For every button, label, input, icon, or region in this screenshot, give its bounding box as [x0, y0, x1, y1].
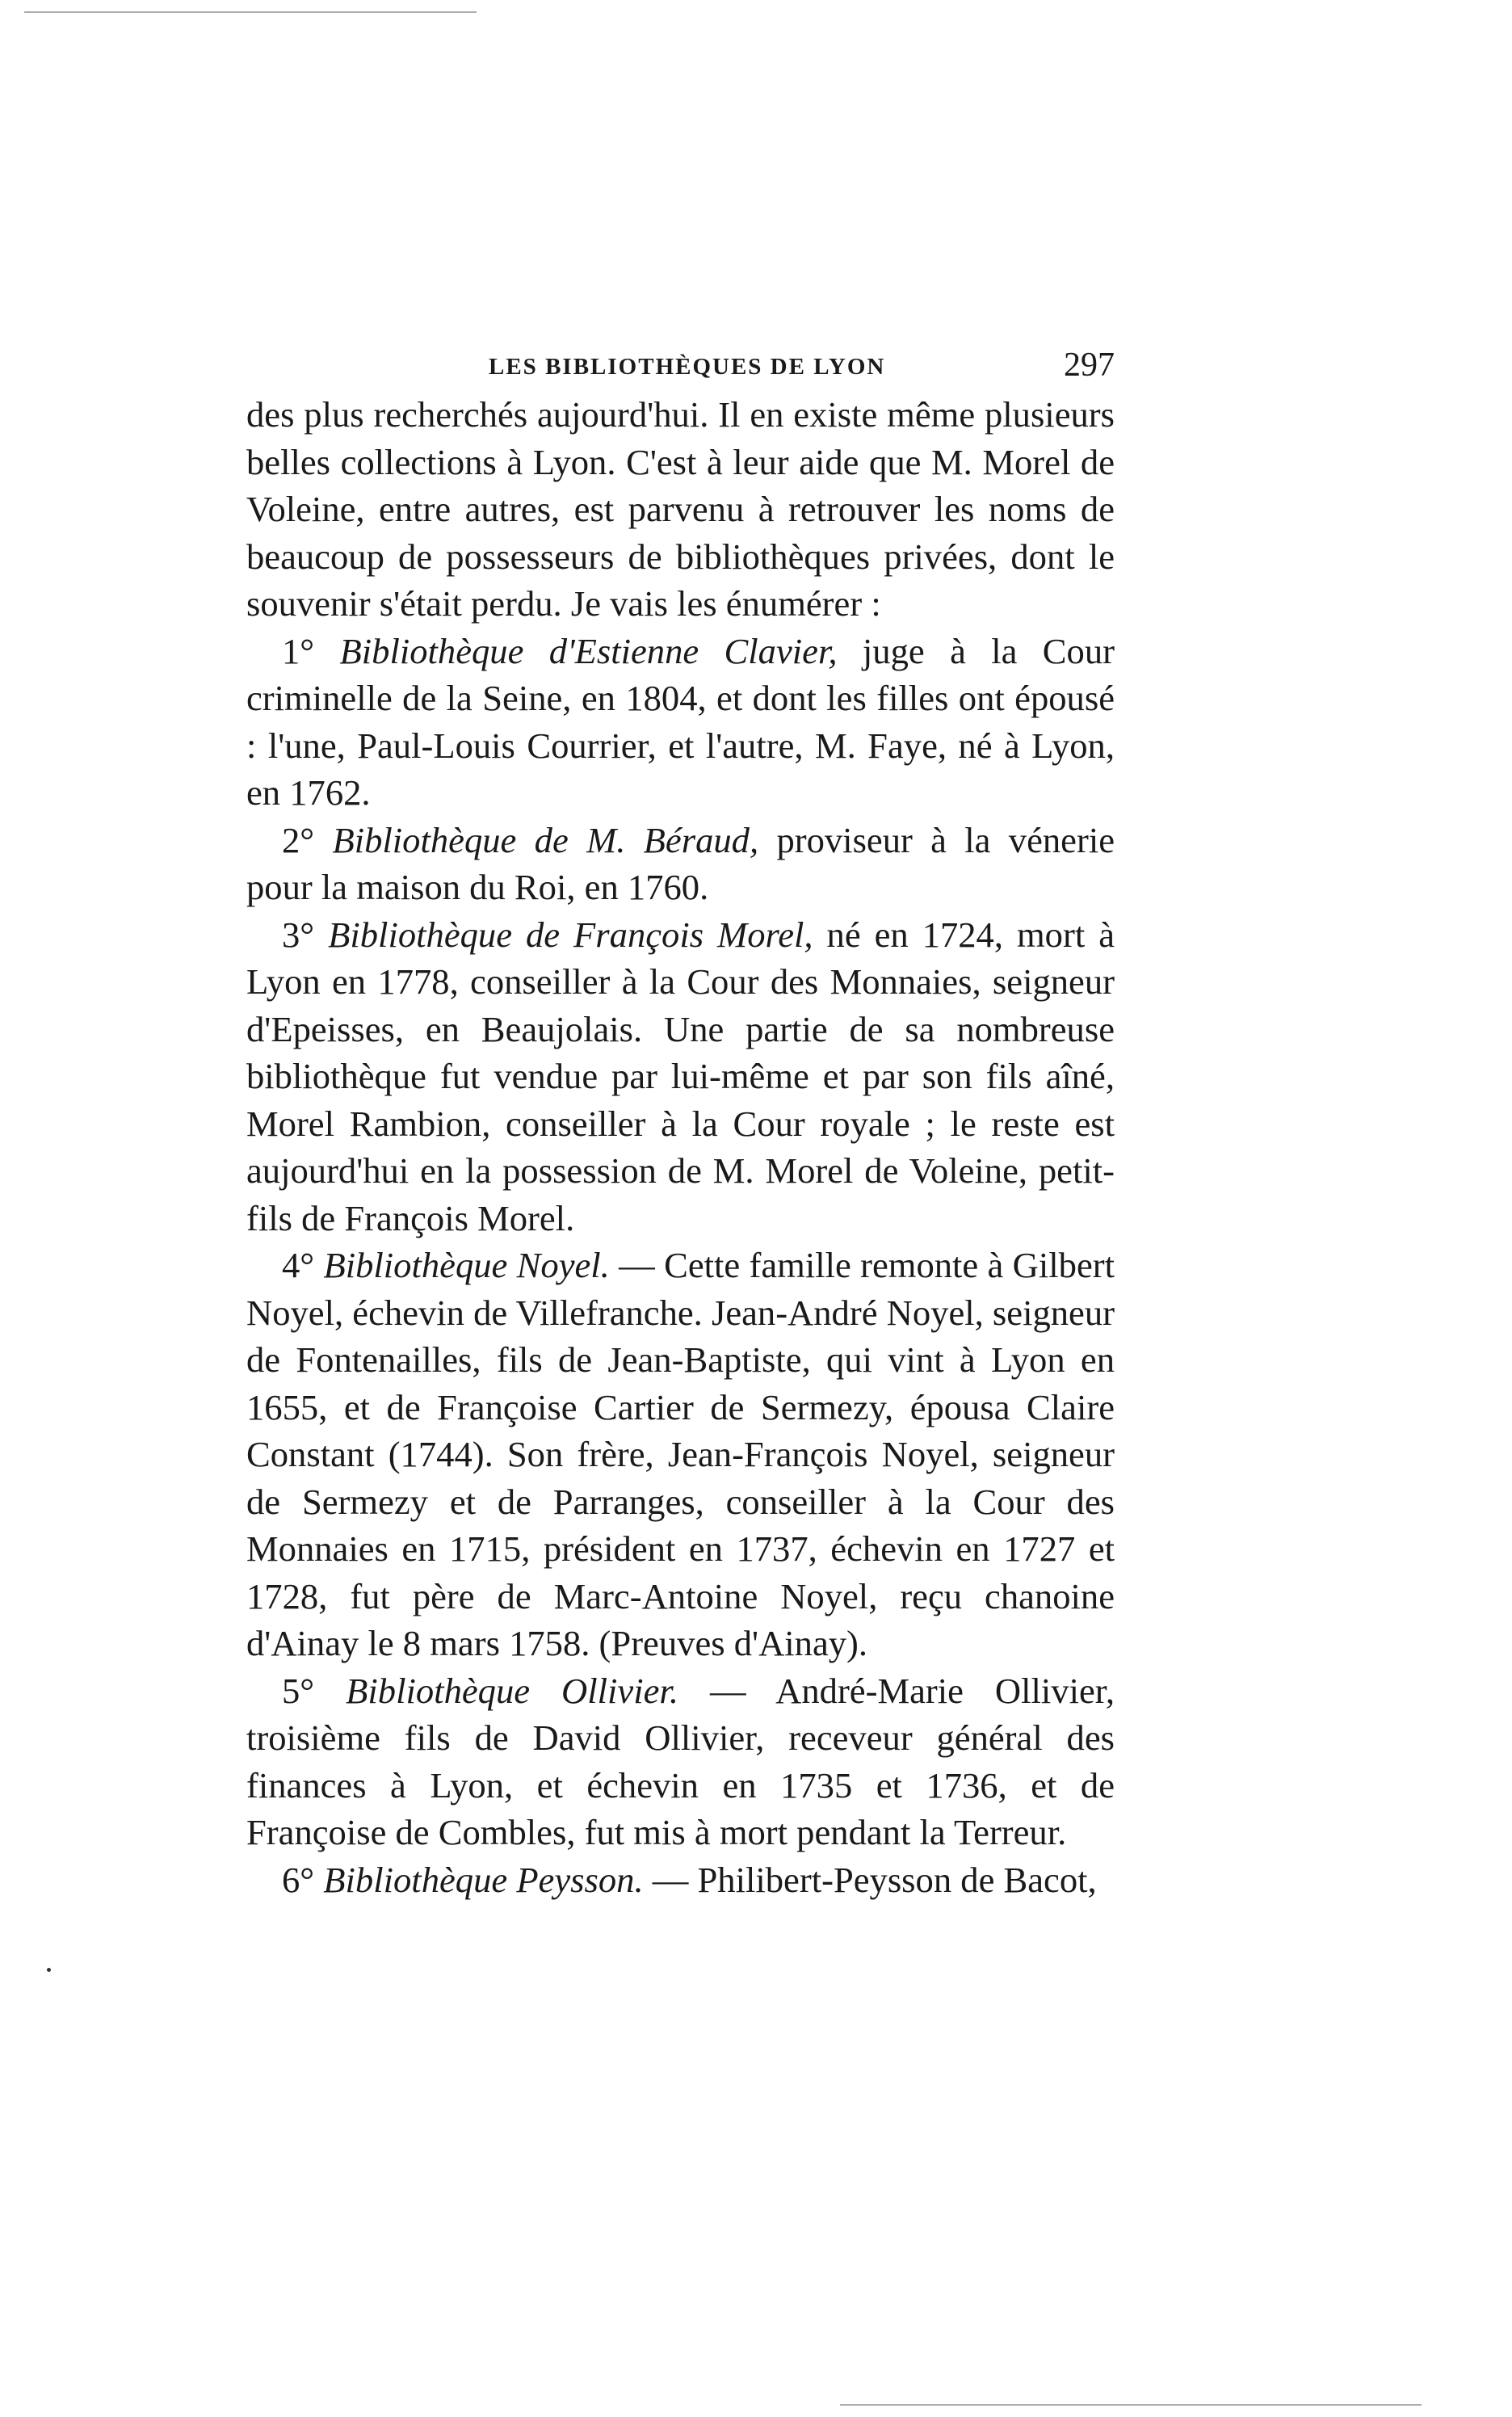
entry-6 — [246, 1856, 1115, 1904]
scan-edge-bottom — [840, 2404, 1422, 2406]
running-title: LES BIBLIOTHÈQUES DE LYON — [489, 354, 886, 380]
entry-title: Bibliothèque Peysson. — [323, 1859, 644, 1900]
entry-number: 1° — [282, 630, 315, 671]
intro-paragraph: des plus recherchés aujourd'hui. Il en existe même plusieurs belles collections à Lyon. C'est à leur aide que M. Morel de Voleine, entre autres, est parvenu à retrouver les noms de beaucoup de possesseurs de bibliothèques privées, dont le souvenir s'était perdu. Je vais les énumérer : — [246, 394, 1115, 624]
ink-speck — [47, 1968, 51, 1972]
entry-text: né en 1724, mort à Lyon en 1778, conseiller à la Cour des Monnaies, seigneur d'Epeisses, en Beaujolais. Une partie de sa nombreuse bibliothèque fut vendue par lui-même et par son fils aîné, Morel Rambion, conseiller à la Cour royale ; le reste est aujourd'hui en la possession de M. Morel de Voleine, petit-fils de François Morel. — [246, 914, 1115, 1238]
entry-text: — Cette famille remonte à Gilbert Noyel, échevin de Villefranche. Jean-André Noyel, seigneur de Fontenailles, fils de Jean-Baptiste, qui vint à Lyon en 1655, et de Françoise Cartier de Sermezy, épousa Claire Constant (1744). Son frère, Jean-François Noyel, seigneur de Sermezy et de Parranges, conseiller à la Cour des Monnaies en 1715, président en 1737, échevin en 1727 et 1728, fut père de Marc-Antoine Noyel, reçu chanoine d'Ainay le 8 mars 1758. (Preuves d'Ainay). — [246, 1245, 1115, 1663]
entry-number: 3° — [282, 914, 315, 955]
entry-number: 5° — [282, 1670, 315, 1711]
entry-number: 2° — [282, 819, 315, 860]
entry-3 — [246, 911, 1115, 1242]
scan-edge-top — [24, 11, 477, 13]
body-text — [246, 391, 1115, 1903]
entry-text: proviseur à la vénerie pour la maison du Roi, en 1760. — [246, 819, 1115, 907]
entry-title: Bibliothèque Noyel. — [323, 1245, 610, 1285]
entry-number: 4° — [282, 1245, 315, 1285]
entry-title: Bibliothèque d'Estienne Clavier, — [339, 630, 838, 671]
entry-text: — André-Marie Ollivier, troisième fils de David Ollivier, receveur général des finances à Lyon, et échevin en 1735 et 1736, et de Françoise de Combles, fut mis à mort pendant la Terreur. — [246, 1670, 1115, 1852]
entry-1 — [246, 628, 1115, 817]
entry-2 — [246, 817, 1115, 911]
entry-text: — Philibert-Peysson de Bacot, — [652, 1859, 1097, 1900]
page-number: 297 — [1064, 347, 1115, 384]
page-header — [246, 339, 1115, 388]
entry-number: 6° — [282, 1859, 315, 1900]
entry-text: juge à la Cour criminelle de la Seine, en 1804, et dont les filles ont épousé : l'une, Paul-Louis Courrier, et l'autre, M. Faye, né à Lyon, en 1762. — [246, 630, 1115, 813]
entry-title: Bibliothèque de M. Béraud, — [332, 819, 759, 860]
entry-title: Bibliothèque Ollivier. — [346, 1670, 678, 1711]
entry-title: Bibliothèque de François Morel, — [328, 914, 813, 955]
entry-5 — [246, 1667, 1115, 1856]
entry-4 — [246, 1242, 1115, 1667]
